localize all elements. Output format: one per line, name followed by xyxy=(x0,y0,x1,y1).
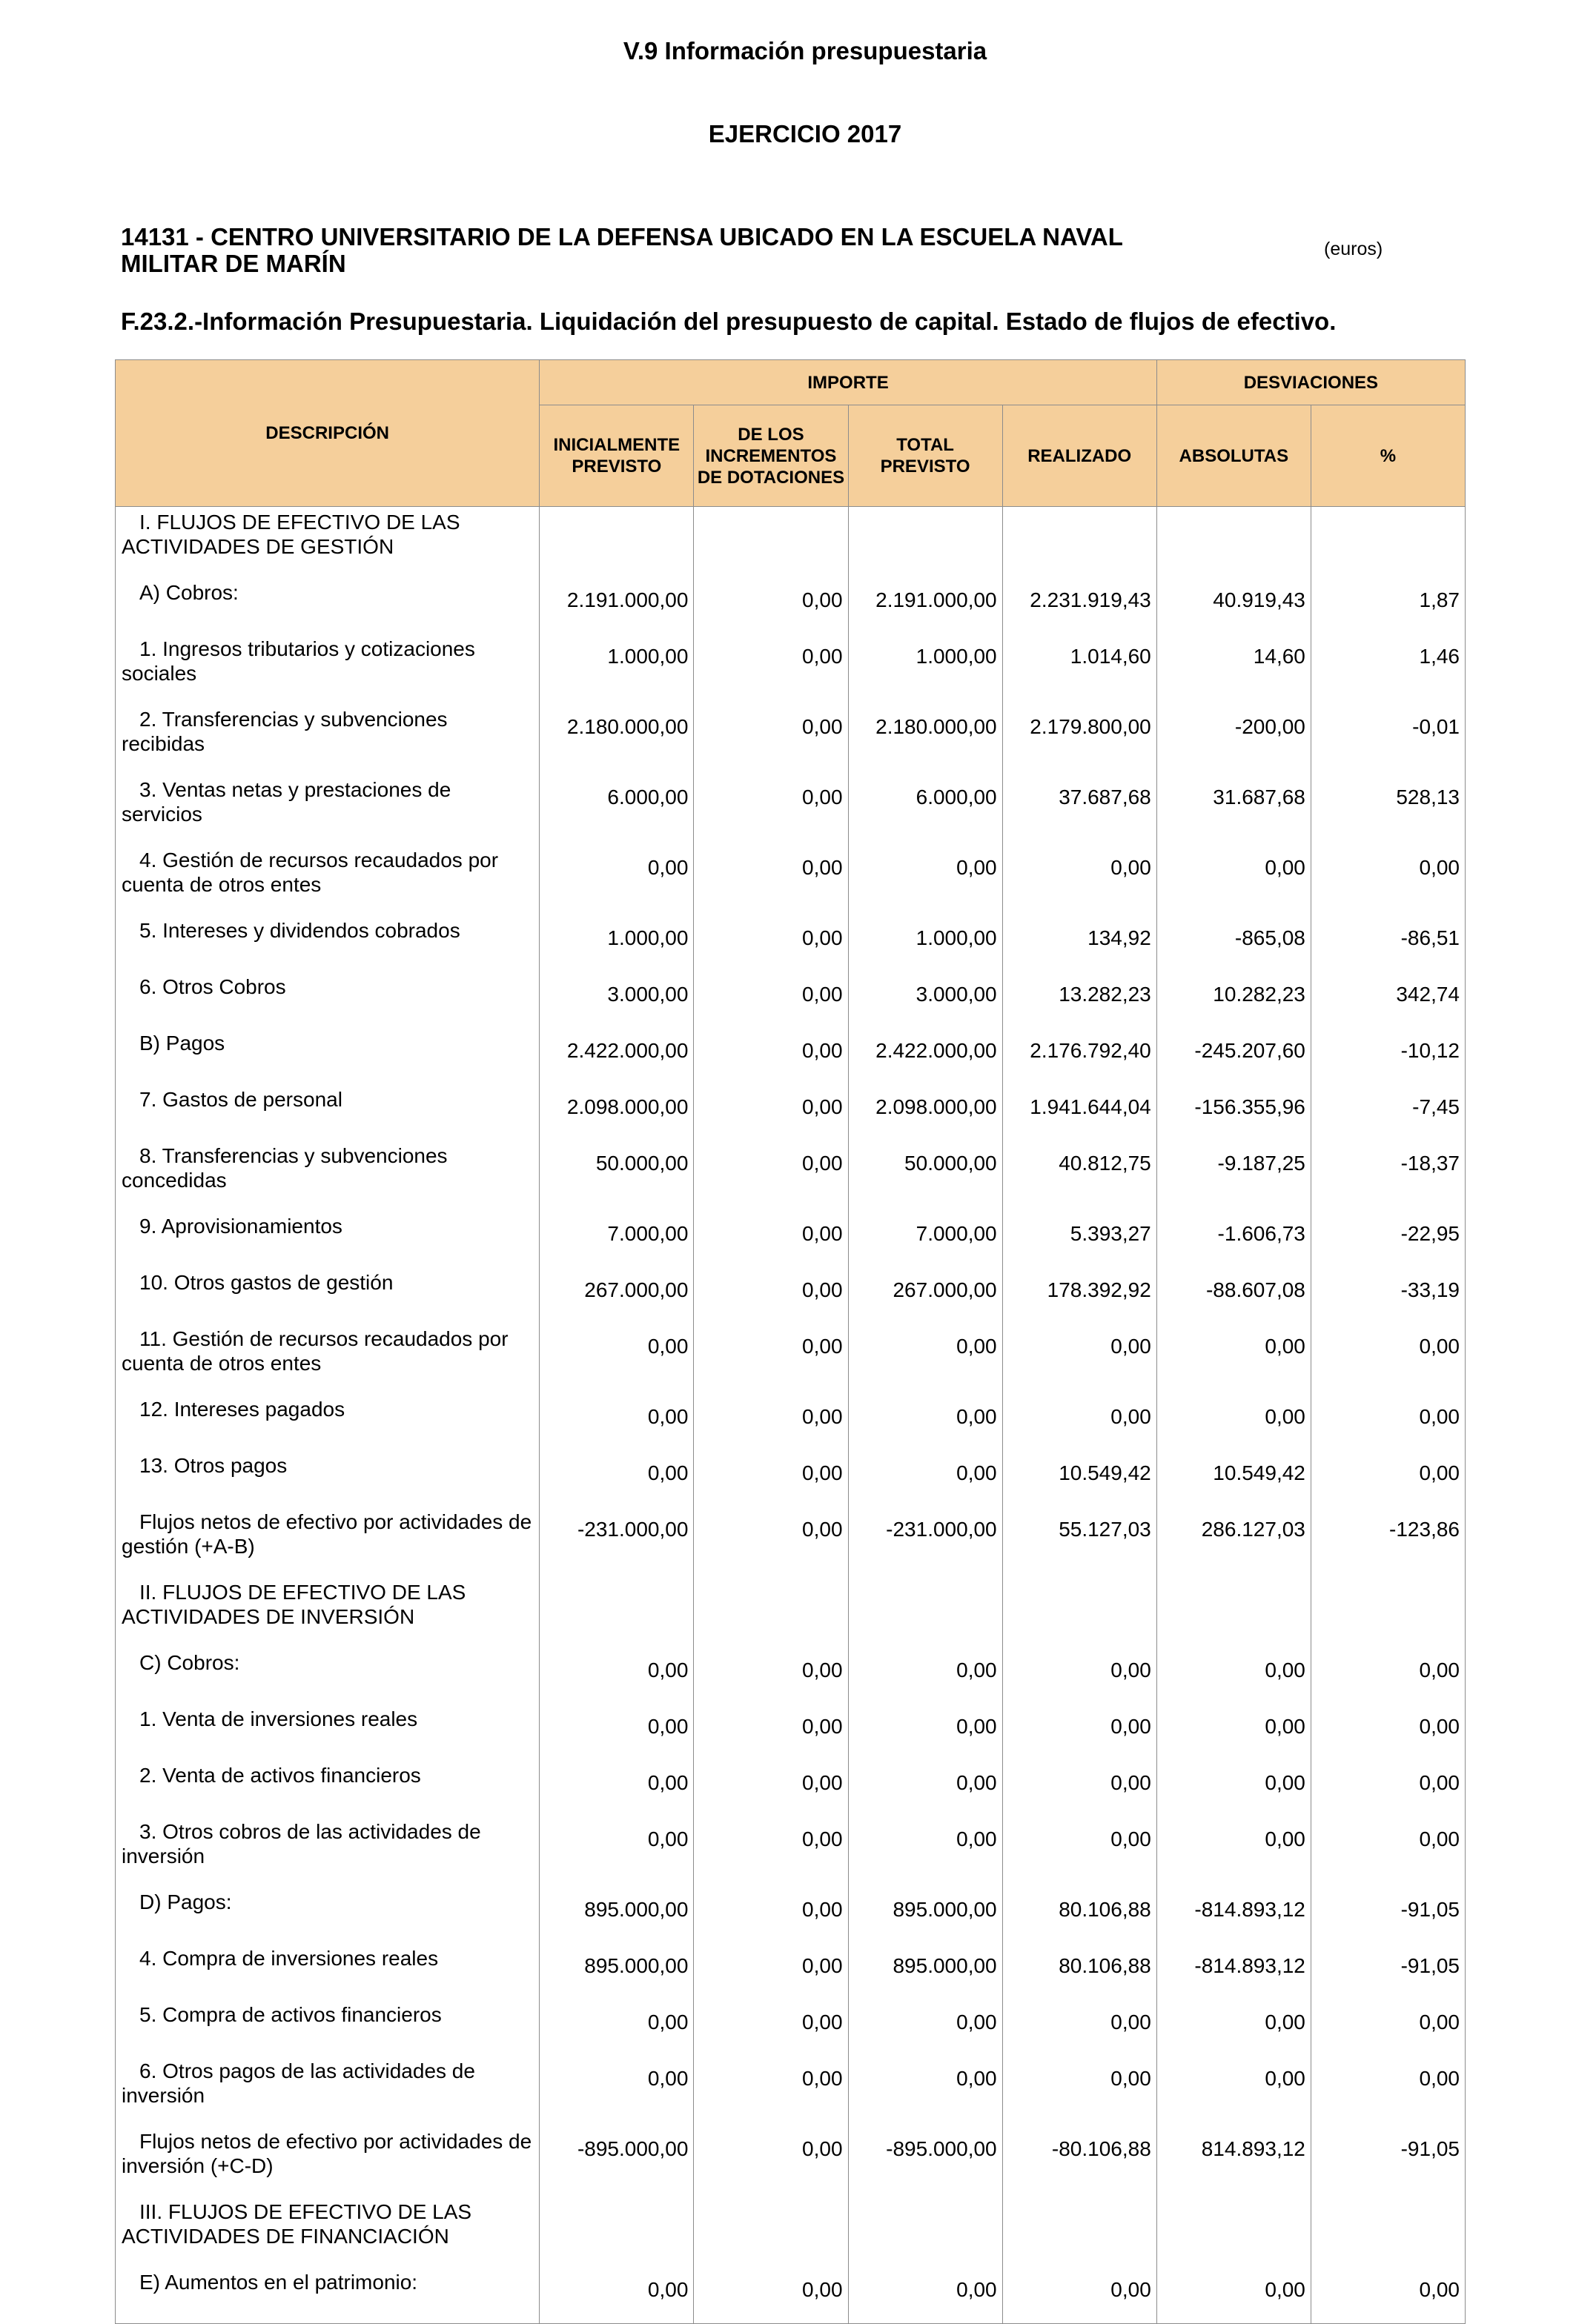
row-value: 0,00 xyxy=(540,1324,694,1394)
row-description-cell xyxy=(116,507,540,578)
row-description-cell xyxy=(116,1141,540,1211)
row-description-cell xyxy=(116,1816,540,1887)
row-value: 0,00 xyxy=(1156,1394,1311,1450)
row-value: 0,00 xyxy=(848,2267,1002,2324)
row-description: 6. Otros Cobros xyxy=(139,975,286,998)
row-description-cell xyxy=(116,1211,540,1267)
row-description: 13. Otros pagos xyxy=(139,1454,288,1477)
row-value: 1.000,00 xyxy=(540,634,694,704)
row-description-cell xyxy=(116,774,540,845)
row-value: 0,00 xyxy=(1002,1647,1156,1704)
row-value: -9.187,25 xyxy=(1156,1141,1311,1211)
row-description: 5. Intereses y dividendos cobrados xyxy=(139,919,460,942)
row-value: 0,00 xyxy=(1311,845,1465,915)
row-value: 0,00 xyxy=(848,1394,1002,1450)
row-value xyxy=(1002,507,1156,578)
row-value: -91,05 xyxy=(1311,2126,1465,2197)
row-description-cell xyxy=(116,1507,540,1577)
row-value: 0,00 xyxy=(694,1394,848,1450)
row-value: 0,00 xyxy=(1002,1816,1156,1887)
table-row xyxy=(116,1324,1466,1394)
row-value: -200,00 xyxy=(1156,704,1311,774)
row-description: III. FLUJOS DE EFECTIVO DE LAS ACTIVIDADES DE FINANCIACIÓN xyxy=(122,2200,472,2248)
row-description: I. FLUJOS DE EFECTIVO DE LAS ACTIVIDADES DE GESTIÓN xyxy=(122,511,460,558)
row-value: 10.549,42 xyxy=(1156,1450,1311,1507)
row-value: -33,19 xyxy=(1311,1267,1465,1324)
row-description: 4. Compra de inversiones reales xyxy=(139,1947,439,1970)
row-value: 814.893,12 xyxy=(1156,2126,1311,2197)
row-value: 0,00 xyxy=(694,1324,848,1394)
row-value: 2.231.919,43 xyxy=(1002,577,1156,634)
cash-flow-table xyxy=(115,359,1466,2324)
row-value xyxy=(1311,2197,1465,2267)
row-value: 0,00 xyxy=(1156,845,1311,915)
row-value xyxy=(1156,1577,1311,1647)
row-value: 0,00 xyxy=(848,1704,1002,1760)
row-description-cell xyxy=(116,1084,540,1141)
row-value: -231.000,00 xyxy=(540,1507,694,1577)
table-row xyxy=(116,634,1466,704)
row-value: 2.191.000,00 xyxy=(540,577,694,634)
table-row xyxy=(116,1028,1466,1084)
row-value: 0,00 xyxy=(540,2056,694,2126)
row-description: 2. Transferencias y subvenciones recibidas xyxy=(122,708,448,755)
row-value: 0,00 xyxy=(1002,1760,1156,1816)
page-title: V.9 Información presupuestaria xyxy=(623,37,987,64)
table-row xyxy=(116,1887,1466,1943)
row-value: 1.000,00 xyxy=(848,915,1002,972)
row-value: 0,00 xyxy=(1156,2056,1311,2126)
row-value: 1.014,60 xyxy=(1002,634,1156,704)
row-value: 178.392,92 xyxy=(1002,1267,1156,1324)
row-description-cell xyxy=(116,1324,540,1394)
row-value: 0,00 xyxy=(540,1450,694,1507)
row-value: 0,00 xyxy=(1311,1704,1465,1760)
row-value: 342,74 xyxy=(1311,972,1465,1028)
row-description-cell xyxy=(116,1943,540,1999)
row-value: 40.919,43 xyxy=(1156,577,1311,634)
row-description: 2. Venta de activos financieros xyxy=(139,1764,421,1787)
row-value: 55.127,03 xyxy=(1002,1507,1156,1577)
row-value: 3.000,00 xyxy=(848,972,1002,1028)
row-value: 0,00 xyxy=(1156,1760,1311,1816)
row-value: 6.000,00 xyxy=(540,774,694,845)
row-description: B) Pagos xyxy=(139,1032,225,1055)
row-description: E) Aumentos en el patrimonio: xyxy=(139,2271,418,2294)
row-value: 0,00 xyxy=(694,1028,848,1084)
row-value xyxy=(694,2197,848,2267)
table-row xyxy=(116,1943,1466,1999)
row-value: 895.000,00 xyxy=(540,1943,694,1999)
row-value: 0,00 xyxy=(848,845,1002,915)
table-row xyxy=(116,1141,1466,1211)
row-value: 40.812,75 xyxy=(1002,1141,1156,1211)
row-description: 4. Gestión de recursos recaudados por cuenta de otros entes xyxy=(122,849,499,896)
table-row xyxy=(116,972,1466,1028)
row-value: 1.000,00 xyxy=(540,915,694,972)
row-description: 3. Otros cobros de las actividades de inversión xyxy=(122,1820,481,1868)
row-value: 0,00 xyxy=(694,2056,848,2126)
row-description-cell xyxy=(116,2126,540,2197)
row-description-cell xyxy=(116,634,540,704)
row-value: 0,00 xyxy=(694,704,848,774)
row-value: 0,00 xyxy=(694,1267,848,1324)
row-value: 0,00 xyxy=(848,1450,1002,1507)
row-value: -814.893,12 xyxy=(1156,1943,1311,1999)
row-value: 0,00 xyxy=(1311,1324,1465,1394)
row-description: 1. Ingresos tributarios y cotizaciones sociales xyxy=(122,637,475,685)
row-description-cell xyxy=(116,1267,540,1324)
row-value: 528,13 xyxy=(1311,774,1465,845)
row-value: 0,00 xyxy=(1311,1450,1465,1507)
row-description-cell xyxy=(116,577,540,634)
row-value: -91,05 xyxy=(1311,1943,1465,1999)
row-value: 2.179.800,00 xyxy=(1002,704,1156,774)
row-value: 0,00 xyxy=(540,1999,694,2056)
row-value: 0,00 xyxy=(540,1816,694,1887)
row-value: -18,37 xyxy=(1311,1141,1465,1211)
row-value: 0,00 xyxy=(1156,1647,1311,1704)
row-value: 5.393,27 xyxy=(1002,1211,1156,1267)
row-value: -10,12 xyxy=(1311,1028,1465,1084)
row-value: 1,87 xyxy=(1311,577,1465,634)
row-value: 0,00 xyxy=(694,1647,848,1704)
row-value: 895.000,00 xyxy=(848,1943,1002,1999)
table-row xyxy=(116,1507,1466,1577)
row-value: 0,00 xyxy=(694,1887,848,1943)
table-row xyxy=(116,704,1466,774)
row-value: -22,95 xyxy=(1311,1211,1465,1267)
row-value: 2.098.000,00 xyxy=(848,1084,1002,1141)
row-value: -86,51 xyxy=(1311,915,1465,972)
row-value: -7,45 xyxy=(1311,1084,1465,1141)
table-row xyxy=(116,1211,1466,1267)
header-realizado: REALIZADO xyxy=(1002,405,1156,507)
row-description: 3. Ventas netas y prestaciones de servicios xyxy=(122,778,451,826)
header-incrementos: DE LOS INCREMENTOS DE DOTACIONES xyxy=(694,405,848,507)
header-percent: % xyxy=(1311,405,1465,507)
row-value: 80.106,88 xyxy=(1002,1887,1156,1943)
table-row xyxy=(116,1999,1466,2056)
row-value: 0,00 xyxy=(1311,2267,1465,2324)
table-row xyxy=(116,2267,1466,2324)
row-value xyxy=(694,507,848,578)
row-value: -814.893,12 xyxy=(1156,1887,1311,1943)
table-row xyxy=(116,507,1466,578)
row-description-cell xyxy=(116,2197,540,2267)
table-row xyxy=(116,1577,1466,1647)
row-value: 0,00 xyxy=(1156,1999,1311,2056)
row-description-cell xyxy=(116,1450,540,1507)
row-description: 12. Intereses pagados xyxy=(139,1398,345,1421)
row-value: 0,00 xyxy=(694,1999,848,2056)
row-value: 0,00 xyxy=(540,2267,694,2324)
table-row xyxy=(116,1267,1466,1324)
header-desviaciones: DESVIACIONES xyxy=(1156,360,1465,405)
table-body xyxy=(116,507,1466,2324)
row-description: 11. Gestión de recursos recaudados por cuenta de otros entes xyxy=(122,1327,509,1375)
row-value: 2.176.792,40 xyxy=(1002,1028,1156,1084)
row-value: 0,00 xyxy=(540,845,694,915)
fiscal-year-heading: EJERCICIO 2017 xyxy=(708,120,902,147)
row-description-cell xyxy=(116,2056,540,2126)
row-value: 0,00 xyxy=(694,1507,848,1577)
row-value xyxy=(540,507,694,578)
row-value: -123,86 xyxy=(1311,1507,1465,1577)
row-value: -1.606,73 xyxy=(1156,1211,1311,1267)
row-value: 0,00 xyxy=(694,1211,848,1267)
row-value: 0,00 xyxy=(1002,1704,1156,1760)
row-value: 0,00 xyxy=(848,1760,1002,1816)
row-value: -865,08 xyxy=(1156,915,1311,972)
row-value xyxy=(1156,507,1311,578)
currency-units: (euros) xyxy=(1324,239,1383,259)
table-row xyxy=(116,2197,1466,2267)
row-value: 3.000,00 xyxy=(540,972,694,1028)
row-value: 0,00 xyxy=(540,1704,694,1760)
row-value: 37.687,68 xyxy=(1002,774,1156,845)
row-value: 286.127,03 xyxy=(1156,1507,1311,1577)
row-value: 0,00 xyxy=(694,1450,848,1507)
row-value: 0,00 xyxy=(848,1647,1002,1704)
row-value: 0,00 xyxy=(1002,1999,1156,2056)
row-description: 8. Transferencias y subvenciones concedidas xyxy=(122,1144,448,1192)
row-value xyxy=(848,1577,1002,1647)
row-value: -245.207,60 xyxy=(1156,1028,1311,1084)
row-description-cell xyxy=(116,1704,540,1760)
row-value xyxy=(1311,1577,1465,1647)
table-row xyxy=(116,577,1466,634)
row-value: 1.941.644,04 xyxy=(1002,1084,1156,1141)
row-value: 0,00 xyxy=(694,774,848,845)
row-value: 267.000,00 xyxy=(848,1267,1002,1324)
row-description: II. FLUJOS DE EFECTIVO DE LAS ACTIVIDADES DE INVERSIÓN xyxy=(122,1581,466,1628)
row-value: 31.687,68 xyxy=(1156,774,1311,845)
row-description-cell xyxy=(116,915,540,972)
row-value: 0,00 xyxy=(694,1704,848,1760)
header-total-previsto: TOTAL PREVISTO xyxy=(848,405,1002,507)
row-description-cell xyxy=(116,2267,540,2324)
table-row xyxy=(116,1704,1466,1760)
row-description: 7. Gastos de personal xyxy=(139,1088,342,1111)
table-row xyxy=(116,845,1466,915)
row-value: 0,00 xyxy=(1002,1394,1156,1450)
row-value: 2.180.000,00 xyxy=(848,704,1002,774)
row-description-cell xyxy=(116,1028,540,1084)
row-value xyxy=(848,507,1002,578)
row-value: 2.180.000,00 xyxy=(540,704,694,774)
row-description-cell xyxy=(116,845,540,915)
row-value: 0,00 xyxy=(1311,1394,1465,1450)
row-value: 0,00 xyxy=(694,1943,848,1999)
row-value: 50.000,00 xyxy=(540,1141,694,1211)
row-description: D) Pagos: xyxy=(139,1890,232,1913)
table-row xyxy=(116,1816,1466,1887)
row-value: -0,01 xyxy=(1311,704,1465,774)
row-value: 0,00 xyxy=(694,845,848,915)
row-value xyxy=(1311,507,1465,578)
row-value: 895.000,00 xyxy=(540,1887,694,1943)
row-value: 1,46 xyxy=(1311,634,1465,704)
row-description: A) Cobros: xyxy=(139,581,239,604)
row-value: 0,00 xyxy=(694,1760,848,1816)
entity-name: 14131 - CENTRO UNIVERSITARIO DE LA DEFENSA UBICADO EN LA ESCUELA NAVAL MILITAR DE MARÍN xyxy=(121,223,1123,277)
row-description-cell xyxy=(116,1394,540,1450)
row-value: 134,92 xyxy=(1002,915,1156,972)
row-description: 10. Otros gastos de gestión xyxy=(139,1271,394,1294)
table-row xyxy=(116,1394,1466,1450)
table-row xyxy=(116,915,1466,972)
row-value: 0,00 xyxy=(694,1816,848,1887)
row-value: 0,00 xyxy=(1311,1647,1465,1704)
row-value: -91,05 xyxy=(1311,1887,1465,1943)
row-value: 0,00 xyxy=(694,2267,848,2324)
row-description: 6. Otros pagos de las actividades de inversión xyxy=(122,2059,475,2107)
row-value: 0,00 xyxy=(694,1084,848,1141)
row-description: 5. Compra de activos financieros xyxy=(139,2003,442,2026)
row-value: 0,00 xyxy=(848,1999,1002,2056)
row-value: 7.000,00 xyxy=(848,1211,1002,1267)
row-value: -80.106,88 xyxy=(1002,2126,1156,2197)
row-value xyxy=(1156,2197,1311,2267)
row-value xyxy=(1002,1577,1156,1647)
row-value: -88.607,08 xyxy=(1156,1267,1311,1324)
row-value: 0,00 xyxy=(1156,1704,1311,1760)
row-description-cell xyxy=(116,1999,540,2056)
table-row xyxy=(116,2056,1466,2126)
table-row xyxy=(116,1760,1466,1816)
row-value: 267.000,00 xyxy=(540,1267,694,1324)
table-row xyxy=(116,1084,1466,1141)
row-description-cell xyxy=(116,704,540,774)
row-value: 6.000,00 xyxy=(848,774,1002,845)
row-value: 0,00 xyxy=(1311,1760,1465,1816)
row-value: 0,00 xyxy=(1311,2056,1465,2126)
row-value xyxy=(540,1577,694,1647)
row-description: C) Cobros: xyxy=(139,1651,240,1674)
row-description-cell xyxy=(116,1887,540,1943)
row-value: 0,00 xyxy=(540,1760,694,1816)
row-description: 9. Aprovisionamientos xyxy=(139,1215,342,1238)
row-value: 0,00 xyxy=(1002,1324,1156,1394)
row-value: 0,00 xyxy=(1002,2267,1156,2324)
row-value: 895.000,00 xyxy=(848,1887,1002,1943)
row-value: 0,00 xyxy=(694,634,848,704)
row-value: 10.549,42 xyxy=(1002,1450,1156,1507)
row-value: 2.191.000,00 xyxy=(848,577,1002,634)
row-description-cell xyxy=(116,1647,540,1704)
row-value: -231.000,00 xyxy=(848,1507,1002,1577)
row-value: 0,00 xyxy=(1156,1816,1311,1887)
row-description: Flujos netos de efectivo por actividades de gestión (+A-B) xyxy=(122,1510,532,1558)
row-value: 0,00 xyxy=(694,577,848,634)
row-value: 0,00 xyxy=(1156,1324,1311,1394)
row-value: -895.000,00 xyxy=(848,2126,1002,2197)
row-value: 0,00 xyxy=(1311,1816,1465,1887)
row-value: 0,00 xyxy=(848,1816,1002,1887)
row-value: 7.000,00 xyxy=(540,1211,694,1267)
row-value: 1.000,00 xyxy=(848,634,1002,704)
row-value: 0,00 xyxy=(1156,2267,1311,2324)
table-row xyxy=(116,774,1466,845)
row-value: 0,00 xyxy=(540,1647,694,1704)
row-value: 80.106,88 xyxy=(1002,1943,1156,1999)
table-row xyxy=(116,1450,1466,1507)
row-value xyxy=(540,2197,694,2267)
header-descripcion: DESCRIPCIÓN xyxy=(116,360,540,507)
row-value: 14,60 xyxy=(1156,634,1311,704)
row-value: 2.422.000,00 xyxy=(540,1028,694,1084)
row-value: 50.000,00 xyxy=(848,1141,1002,1211)
row-value: 2.098.000,00 xyxy=(540,1084,694,1141)
table-row xyxy=(116,1647,1466,1704)
report-subtitle: F.23.2.-Información Presupuestaria. Liquidación del presupuesto de capital. Estado de flujos de efectivo. xyxy=(121,308,1337,335)
row-description: Flujos netos de efectivo por actividades de inversión (+C-D) xyxy=(122,2130,532,2177)
row-description-cell xyxy=(116,1577,540,1647)
header-absolutas: ABSOLUTAS xyxy=(1156,405,1311,507)
row-value: 0,00 xyxy=(1311,1999,1465,2056)
row-value: 10.282,23 xyxy=(1156,972,1311,1028)
row-value: 0,00 xyxy=(1002,845,1156,915)
row-value: 13.282,23 xyxy=(1002,972,1156,1028)
row-description-cell xyxy=(116,972,540,1028)
row-value xyxy=(848,2197,1002,2267)
row-value xyxy=(1002,2197,1156,2267)
row-value: 0,00 xyxy=(694,2126,848,2197)
row-value: 0,00 xyxy=(848,1324,1002,1394)
row-value: 0,00 xyxy=(540,1394,694,1450)
header-inicialmente-previsto: INICIALMENTE PREVISTO xyxy=(540,405,694,507)
row-description-cell xyxy=(116,1760,540,1816)
row-value: 0,00 xyxy=(694,972,848,1028)
header-importe: IMPORTE xyxy=(540,360,1156,405)
table-row xyxy=(116,2126,1466,2197)
row-value: 2.422.000,00 xyxy=(848,1028,1002,1084)
row-value: 0,00 xyxy=(848,2056,1002,2126)
row-value: 0,00 xyxy=(694,915,848,972)
row-value: 0,00 xyxy=(1002,2056,1156,2126)
row-value: -156.355,96 xyxy=(1156,1084,1311,1141)
row-value xyxy=(694,1577,848,1647)
row-value: -895.000,00 xyxy=(540,2126,694,2197)
row-value: 0,00 xyxy=(694,1141,848,1211)
row-description: 1. Venta de inversiones reales xyxy=(139,1707,418,1730)
